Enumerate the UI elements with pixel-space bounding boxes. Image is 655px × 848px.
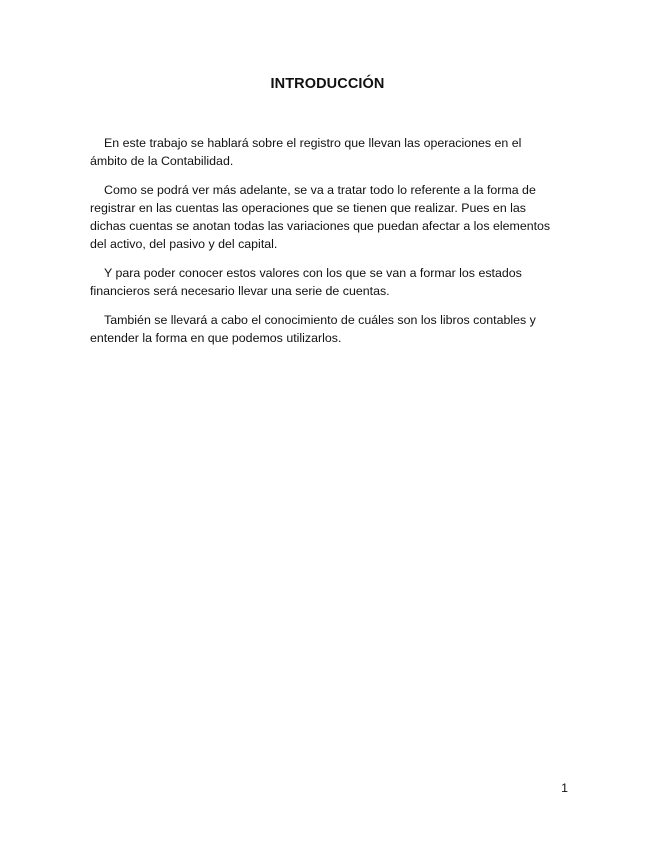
paragraph-2: Como se podrá ver más adelante, se va a tratar todo lo referente a la forma de registrar en las cuentas las operaciones que se tienen que realizar. Pues en las dichas cuentas se anotan todas las variaciones que puedan afectar a los elementos del activo, del pasivo y del capital. — [90, 183, 551, 251]
paragraph-3: Y para poder conocer estos valores con los que se van a formar los estados financieros será necesario llevar una serie de cuentas. — [90, 266, 522, 298]
page-number: 1 — [561, 781, 568, 795]
paragraph-1: En este trabajo se hablará sobre el registro que llevan las operaciones en el ámbito de la Contabilidad. — [90, 136, 522, 168]
paragraph-4: También se llevará a cabo el conocimiento de cuáles son los libros contables y entender la forma en que podemos utilizarlos. — [90, 313, 536, 345]
body-text — [90, 134, 560, 358]
page-title: INTRODUCCIÓN — [270, 76, 385, 92]
